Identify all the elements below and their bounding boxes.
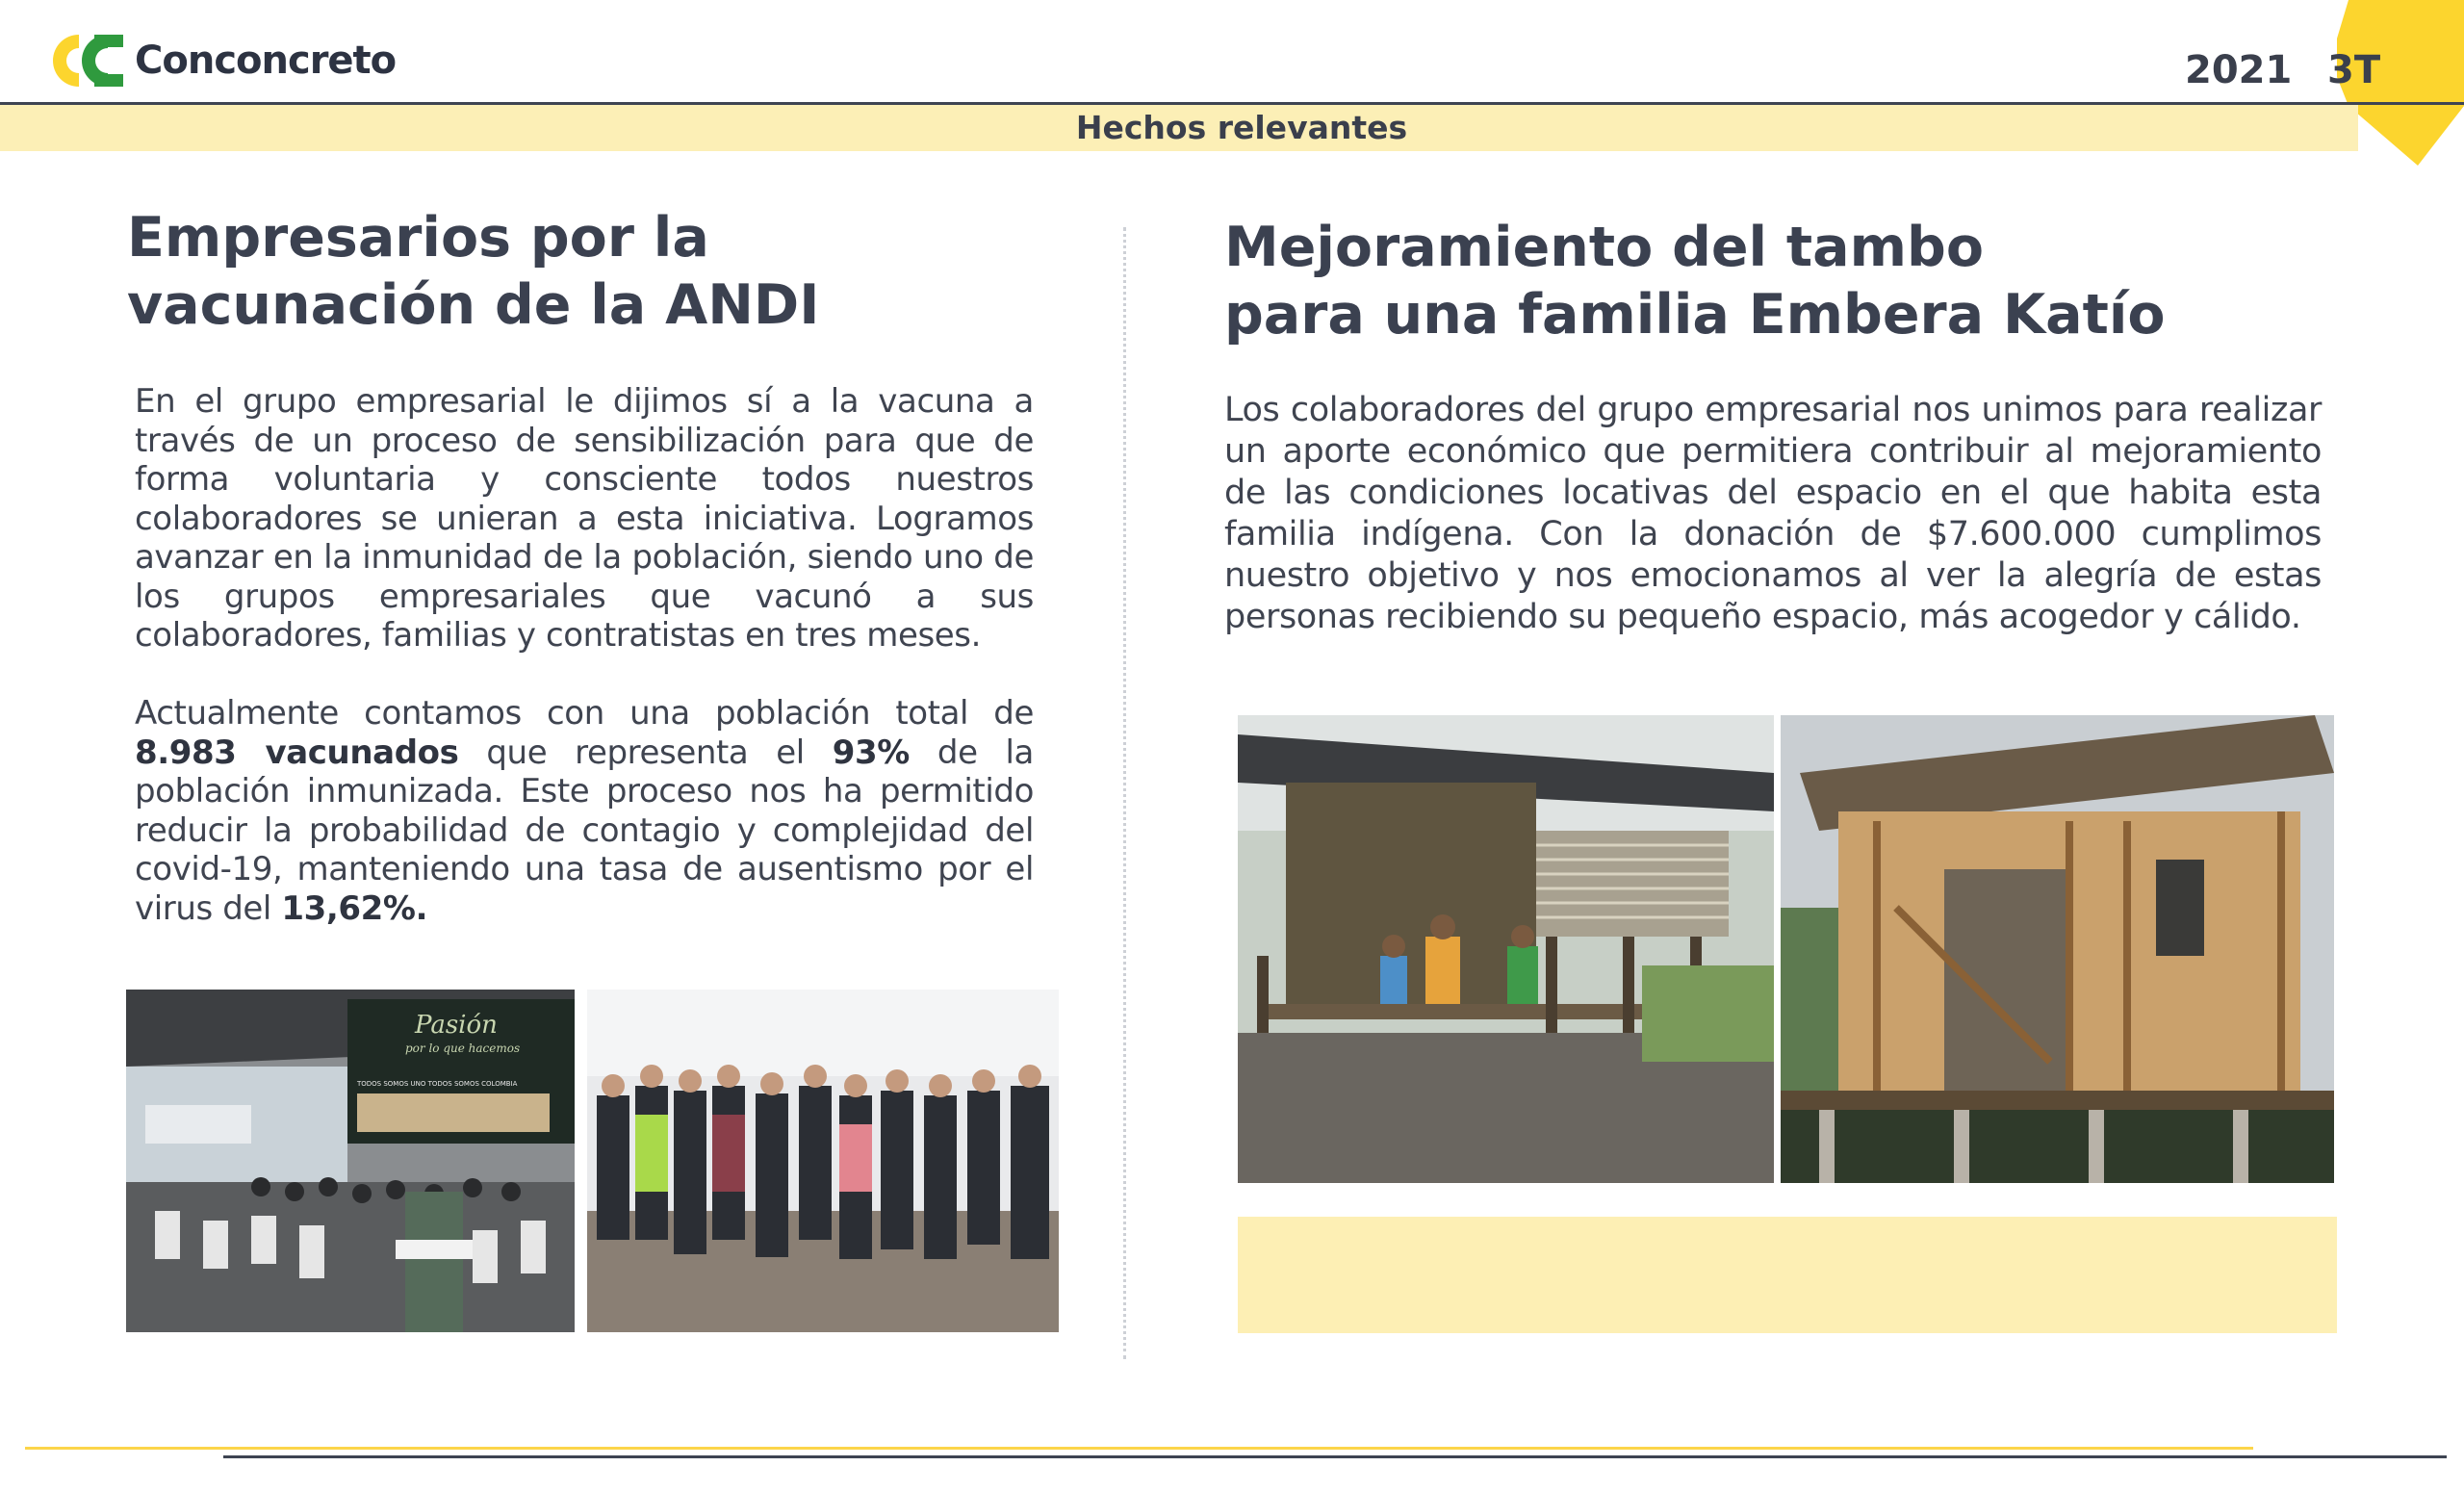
banner-text: Pasión (415, 1011, 498, 1040)
caption-box (1238, 1217, 2337, 1333)
section-title: Hechos relevantes (1075, 109, 1408, 146)
right-title-line-1: Mejoramiento del tambo (1224, 216, 1984, 279)
footer-rule-yellow (25, 1447, 2253, 1450)
absenteeism-rate: 13,62%. (281, 888, 428, 928)
brand-logo (50, 29, 396, 92)
right-article-paragraph: Los colaboradores del grupo empresarial nos unimos para realizar un aporte económico que permitiera contribuir al mejoramiento de las condiciones locativas del espacio en el que habita esta familia indígena. Con la donación de $7.600.000 cumplimos nuestro objetivo y nos emocionamos al ver la alegría de estas personas recibiendo su pequeño espacio, más acogedor y cálido. (1224, 391, 2322, 636)
left-article-paragraph-1: En el grupo empresarial le dijimos sí a la vacuna a través de un proceso de sensibilización para que de forma voluntaria y consciente todos nuestros colaboradores se unieran a esta iniciativa. Logramos avanzar en la inmunidad de la población, siendo uno de los grupos empresariales que vacunó a sus colaboradores, familias y contratistas en tres meses. (135, 382, 1034, 655)
footer-rule-dark (223, 1455, 2447, 1458)
text-fragment: de la población inmunizada. Este proceso nos ha permitido reducir la probabilidad de contagio y complejidad del covid-19, manteniendo una tasa de ausentismo por el virus del (135, 733, 1034, 928)
vaccinated-count: 8.983 vacunados (135, 733, 459, 772)
vaccinated-group-photo (587, 990, 1059, 1332)
report-quarter: 3T (2327, 48, 2381, 92)
text-fragment: que representa el (458, 733, 833, 772)
right-title-line-2: para una familia Embera Katío (1224, 283, 2166, 347)
left-article-paragraph-2 (135, 694, 1034, 928)
report-year: 2021 (2185, 48, 2293, 92)
column-divider (1123, 227, 1126, 1359)
immunized-percent: 93% (832, 733, 910, 772)
right-article-title (1224, 214, 2283, 348)
conconcreto-logo-icon (50, 31, 129, 90)
banner-sub: por lo que hacemos (405, 1042, 521, 1055)
text-fragment: Actualmente contamos con una población total de (135, 694, 1034, 733)
old-tambo-photo (1238, 715, 1774, 1183)
new-tambo-photo (1781, 715, 2334, 1183)
left-article-title: Empresarios por la vacunación de la ANDI (127, 206, 820, 337)
brand-name: Conconcreto (135, 39, 397, 83)
vaccination-event-photo (126, 990, 575, 1332)
banner-small: TODOS SOMOS UNO TODOS SOMOS COLOMBIA (357, 1080, 518, 1088)
